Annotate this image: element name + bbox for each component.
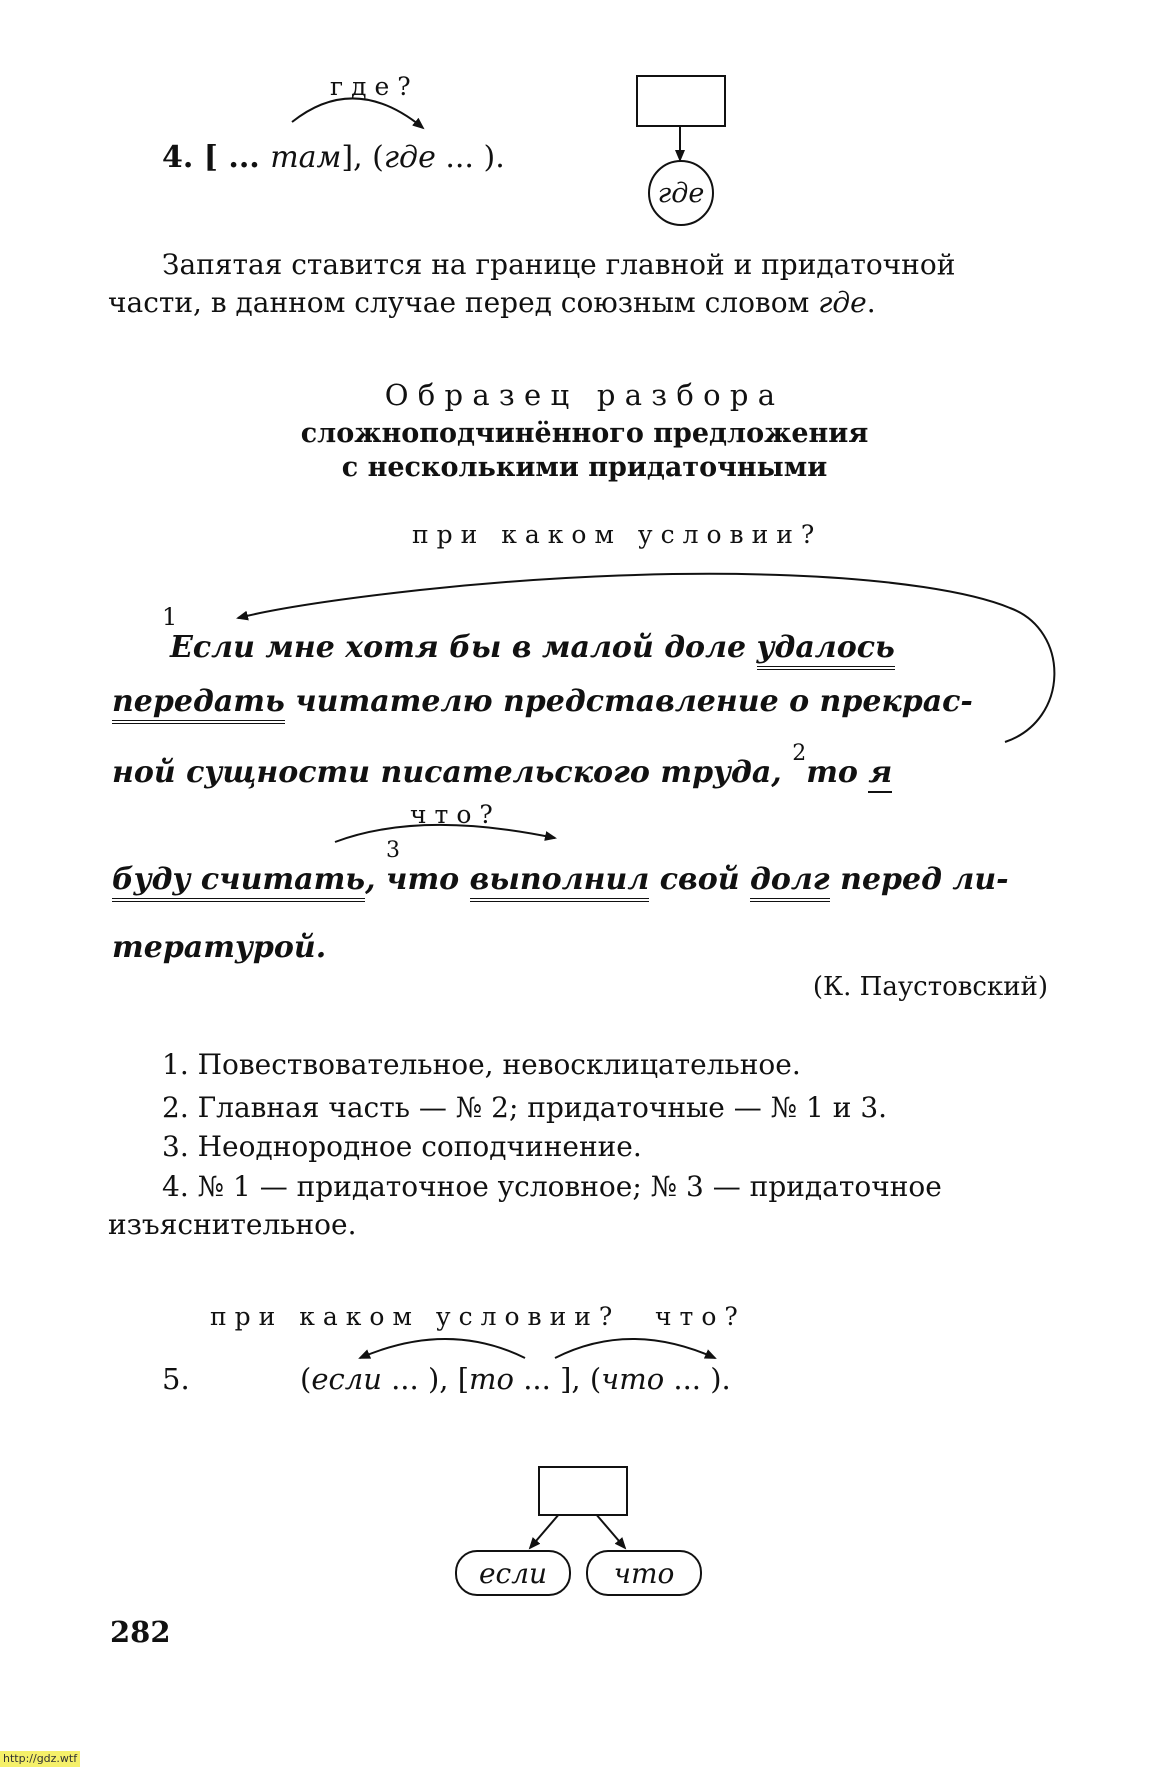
example-line-3-a: ной сущности писательского труда,	[112, 755, 793, 790]
analysis-item-1: 1. Повествовательное, невосклицательное.	[162, 1048, 801, 1081]
example-num-2: 2	[792, 741, 807, 766]
example-object-dolg: долг	[750, 862, 830, 902]
schema4-bracket-mid: ], (	[341, 140, 384, 175]
example-predicate-udalos: удалось	[757, 630, 895, 670]
example-predicate-peredat: передать	[112, 684, 285, 724]
schema5-word-chto: что	[601, 1362, 665, 1396]
schema4-question: где?	[330, 72, 419, 101]
example-subject-ya: я	[868, 755, 892, 793]
example-line-4-d: свой	[649, 862, 750, 897]
schema4-word-gde: где	[383, 140, 436, 175]
schema5-p3-close: ... ).	[664, 1362, 731, 1396]
example-predicate-budu-schitat: буду считать	[112, 862, 365, 902]
diagram-pill-chto	[586, 1550, 702, 1596]
heading-line-2: сложноподчинённого предложения	[300, 418, 869, 449]
schema5-question-1: при каком условии?	[210, 1302, 621, 1331]
paragraph-line-2-word: где	[818, 286, 867, 319]
schema4-circle-label: где	[657, 177, 705, 209]
example-line-3-b: то	[806, 755, 869, 790]
example-num-1: 1	[162, 603, 178, 631]
example-line-2-b: читателю представление о прекрас-	[284, 684, 973, 719]
analysis-item-3: 3. Неоднородное соподчинение.	[162, 1130, 642, 1163]
diagram-pill-esli-label: если	[478, 1556, 548, 1590]
schema4-clause-end: ... ).	[435, 140, 505, 175]
example-question-2: что?	[410, 800, 501, 829]
heading-line-3: с несколькими придаточными	[341, 452, 828, 483]
example-line-4-f: перед ли-	[829, 862, 1009, 897]
heading-line-1: Образец разбора	[384, 378, 785, 412]
schema4-bracket-open: 4. [ ...	[162, 140, 271, 175]
schema5-number: 5.	[162, 1362, 190, 1396]
schema5-formula	[300, 1362, 731, 1396]
schema5-p1-close: ... ), [	[381, 1362, 470, 1396]
schema5-word-esli: если	[311, 1362, 382, 1396]
example-line-4-b: , что	[365, 862, 470, 897]
schema5-word-to: то	[469, 1362, 514, 1396]
paragraph-line-2	[108, 286, 876, 319]
diagram-connector-right	[595, 1513, 625, 1548]
schema4-word-tam: там	[270, 140, 342, 175]
schema5-arc-left	[360, 1339, 525, 1358]
paragraph-line-2-end: .	[866, 286, 876, 319]
analysis-item-2: 2. Главная часть — № 2; придаточные — № 1 и 3.	[162, 1091, 888, 1124]
schema5-question-2: что?	[655, 1302, 746, 1331]
diagram-main-box	[538, 1466, 628, 1516]
example-line-5: тературой.	[112, 930, 327, 965]
example-line-3	[112, 741, 893, 790]
paragraph-line-2-text: части, в данном случае перед союзным словом	[108, 286, 819, 319]
example-question-1: при каком условии?	[412, 520, 823, 549]
schema5-p2-close: ... ], (	[514, 1362, 602, 1396]
diagram-pill-chto-label: что	[613, 1556, 675, 1590]
analysis-item-4-cont: изъяснительное.	[108, 1208, 357, 1241]
schema5-p1-open: (	[300, 1362, 312, 1396]
example-author: (К. Паустовский)	[812, 972, 1048, 1002]
example-num-3: 3	[386, 838, 400, 863]
diagram-connector-left	[530, 1513, 560, 1548]
watermark-link[interactable]: http://gdz.wtf	[0, 1751, 80, 1767]
schema4-formula	[162, 140, 505, 175]
diagram-pill-esli	[455, 1550, 571, 1596]
example-line-4	[112, 862, 1009, 897]
page-number: 282	[110, 1615, 171, 1649]
example-line-2	[112, 684, 973, 719]
example-line-1	[170, 630, 895, 665]
example-line-1-a: Если мне хотя бы в малой доле	[170, 630, 757, 665]
schema4-arc	[292, 98, 423, 128]
paragraph-line-1: Запятая ставится на границе главной и придаточной	[162, 248, 956, 281]
schema5-arc-right	[555, 1339, 715, 1358]
schema4-main-box	[636, 75, 726, 127]
analysis-item-4: 4. № 1 — придаточное условное; № 3 — придаточное	[162, 1170, 942, 1203]
schema4-circle	[648, 160, 714, 226]
example-predicate-vypolnil: выполнил	[470, 862, 650, 902]
